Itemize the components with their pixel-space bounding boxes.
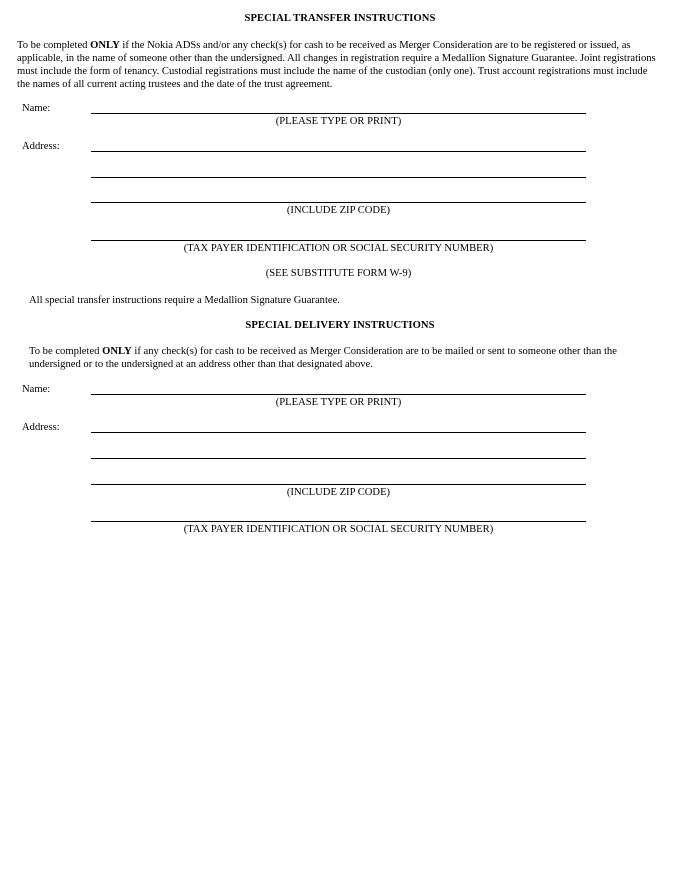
delivery-zip-caption: (INCLUDE ZIP CODE): [286, 487, 391, 498]
delivery-para-body: if any check(s) for cash to be received as Merger Consideration are to be mailed or sent to someone other than the undersigned or to the undersigned at an address other than that designated above.: [29, 346, 617, 370]
delivery-address-label: Address:: [22, 422, 60, 433]
transfer-para-only: ONLY: [90, 40, 120, 51]
transfer-heading: SPECIAL TRANSFER INSTRUCTIONS: [244, 13, 436, 24]
delivery-para-intro: To be completed: [29, 346, 103, 357]
transfer-name-caption: (PLEASE TYPE OR PRINT): [275, 116, 402, 127]
transfer-address-line-3[interactable]: [91, 202, 586, 203]
transfer-address-label: Address:: [22, 141, 60, 152]
transfer-tax-id-field[interactable]: [91, 240, 586, 241]
transfer-name-label: Name:: [22, 103, 51, 114]
delivery-para-only: ONLY: [102, 346, 132, 357]
delivery-address-line-3[interactable]: [91, 484, 586, 485]
transfer-w9-caption: (SEE SUBSTITUTE FORM W-9): [265, 268, 412, 279]
delivery-address-line-2[interactable]: [91, 458, 586, 459]
delivery-name-caption: (PLEASE TYPE OR PRINT): [275, 397, 402, 408]
transfer-address-line-1[interactable]: [91, 151, 586, 152]
delivery-tax-id-caption: (TAX PAYER IDENTIFICATION OR SOCIAL SECURITY NUMBER): [183, 524, 494, 535]
transfer-para-body: if the Nokia ADSs and/or any check(s) for cash to be received as Merger Consideration are to be registered or issued, as applicable, in the name of someone other than the undersigned. All changes in registration require a Medallion Signature Guarantee. Joint registrations must include the form of tenancy. Custodial registrations must include the name of the custodian (only one). Trust account registrations must include the names of all current acting trustees and the date of the trust agreement.: [17, 40, 656, 90]
delivery-address-line-1[interactable]: [91, 432, 586, 433]
transfer-name-field[interactable]: [91, 113, 586, 114]
transfer-instructions-paragraph: [17, 39, 657, 91]
delivery-name-label: Name:: [22, 384, 51, 395]
delivery-name-field[interactable]: [91, 394, 586, 395]
delivery-tax-id-field[interactable]: [91, 521, 586, 522]
transfer-zip-caption: (INCLUDE ZIP CODE): [286, 205, 391, 216]
transfer-tax-id-caption: (TAX PAYER IDENTIFICATION OR SOCIAL SECURITY NUMBER): [183, 243, 494, 254]
delivery-heading: SPECIAL DELIVERY INSTRUCTIONS: [245, 320, 435, 331]
transfer-para-intro: To be completed: [17, 40, 91, 51]
transfer-guarantee-note: All special transfer instructions require a Medallion Signature Guarantee.: [29, 295, 340, 306]
delivery-instructions-paragraph: [29, 345, 654, 371]
transfer-address-line-2[interactable]: [91, 177, 586, 178]
